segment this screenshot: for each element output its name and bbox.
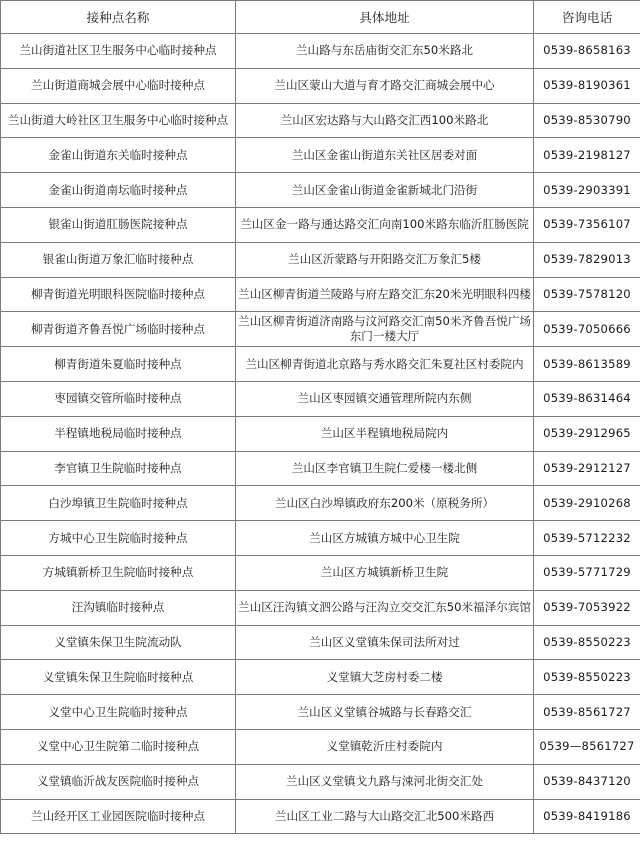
table-body [1, 34, 640, 834]
header-address: 具体地址 [236, 1, 534, 34]
site-name-cell: 义堂中心卫生院第二临时接种点 [1, 729, 236, 764]
site-name-cell: 银雀山街道万象汇临时接种点 [1, 242, 236, 277]
site-name-cell: 白沙埠镇卫生院临时接种点 [1, 486, 236, 521]
table-row [1, 660, 640, 695]
address-cell: 兰山区蒙山大道与育才路交汇商城会展中心 [236, 68, 534, 103]
phone-cell: 0539-7053922 [534, 590, 640, 625]
site-name-cell: 金雀山街道东关临时接种点 [1, 138, 236, 173]
table-row [1, 68, 640, 103]
phone-cell: 0539-7829013 [534, 242, 640, 277]
site-name-cell: 银雀山街道肛肠医院接种点 [1, 207, 236, 242]
phone-cell: 0539-8658163 [534, 34, 640, 69]
address-cell: 兰山区汪沟镇文泗公路与汪沟立交交汇东50米福泽尔宾馆 [236, 590, 534, 625]
table-row [1, 625, 640, 660]
address-cell: 兰山区金一路与通达路交汇向南100米路东临沂肛肠医院 [236, 207, 534, 242]
phone-cell: 0539-7578120 [534, 277, 640, 312]
address-cell: 兰山区工业二路与大山路交汇北500米路西 [236, 799, 534, 834]
table-row [1, 207, 640, 242]
site-name-cell: 方城中心卫生院临时接种点 [1, 521, 236, 556]
site-name-cell: 李官镇卫生院临时接种点 [1, 451, 236, 486]
table-row [1, 521, 640, 556]
table-row [1, 729, 640, 764]
site-name-cell: 柳青街道光明眼科医院临时接种点 [1, 277, 236, 312]
address-cell: 兰山区柳青街道北京路与秀水路交汇朱夏社区村委院内 [236, 347, 534, 382]
table-row [1, 486, 640, 521]
table-row [1, 590, 640, 625]
site-name-cell: 义堂镇临沂战友医院临时接种点 [1, 764, 236, 799]
table-row [1, 695, 640, 730]
table-row [1, 103, 640, 138]
phone-cell: 0539-8631464 [534, 381, 640, 416]
table-row [1, 312, 640, 347]
address-cell: 义堂镇乾沂庄村委院内 [236, 729, 534, 764]
table-row [1, 764, 640, 799]
site-name-cell: 兰山街道社区卫生服务中心临时接种点 [1, 34, 236, 69]
phone-cell: 0539-2910268 [534, 486, 640, 521]
site-name-cell: 义堂中心卫生院临时接种点 [1, 695, 236, 730]
address-cell: 兰山区白沙埠镇政府东200米（原税务所） [236, 486, 534, 521]
table-row [1, 799, 640, 834]
header-row [1, 1, 640, 34]
phone-cell: 0539-5712232 [534, 521, 640, 556]
address-cell: 兰山区宏达路与大山路交汇西100米路北 [236, 103, 534, 138]
site-name-cell: 半程镇地税局临时接种点 [1, 416, 236, 451]
address-cell: 兰山区方城镇方城中心卫生院 [236, 521, 534, 556]
address-cell: 兰山路与东岳庙街交汇东50米路北 [236, 34, 534, 69]
address-cell: 兰山区义堂镇谷城路与长春路交汇 [236, 695, 534, 730]
address-cell: 兰山区半程镇地税局院内 [236, 416, 534, 451]
table-row [1, 347, 640, 382]
phone-cell: 0539-2198127 [534, 138, 640, 173]
site-name-cell: 义堂镇朱保卫生院临时接种点 [1, 660, 236, 695]
phone-cell: 0539-7356107 [534, 207, 640, 242]
address-cell: 兰山区金雀山街道东关社区居委对面 [236, 138, 534, 173]
table-row [1, 277, 640, 312]
phone-cell: 0539-2912965 [534, 416, 640, 451]
site-name-cell: 兰山街道大岭社区卫生服务中心临时接种点 [1, 103, 236, 138]
phone-cell: 0539-8550223 [534, 660, 640, 695]
site-name-cell: 柳青街道朱夏临时接种点 [1, 347, 236, 382]
table-row [1, 34, 640, 69]
header-site-name: 接种点名称 [1, 1, 236, 34]
address-cell: 兰山区枣园镇交通管理所院内东侧 [236, 381, 534, 416]
phone-cell: 0539-2912127 [534, 451, 640, 486]
phone-cell: 0539-5771729 [534, 555, 640, 590]
phone-cell: 0539-8613589 [534, 347, 640, 382]
phone-cell: 0539—8561727 [534, 729, 640, 764]
phone-cell: 0539-7050666 [534, 312, 640, 347]
site-name-cell: 汪沟镇临时接种点 [1, 590, 236, 625]
address-cell: 兰山区义堂镇朱保司法所对过 [236, 625, 534, 660]
address-cell: 兰山区沂蒙路与开阳路交汇万象汇5楼 [236, 242, 534, 277]
phone-cell: 0539-8437120 [534, 764, 640, 799]
phone-cell: 0539-2903391 [534, 173, 640, 208]
address-cell: 兰山区方城镇新桥卫生院 [236, 555, 534, 590]
address-cell: 兰山区柳青街道兰陵路与府左路交汇东20米光明眼科四楼 [236, 277, 534, 312]
table-row [1, 138, 640, 173]
table-row [1, 416, 640, 451]
phone-cell: 0539-8550223 [534, 625, 640, 660]
site-name-cell: 义堂镇朱保卫生院流动队 [1, 625, 236, 660]
site-name-cell: 方城镇新桥卫生院临时接种点 [1, 555, 236, 590]
address-cell: 兰山区金雀山街道金雀新城北门沿街 [236, 173, 534, 208]
address-cell: 义堂镇大芝房村委二楼 [236, 660, 534, 695]
phone-cell: 0539-8419186 [534, 799, 640, 834]
phone-cell: 0539-8190361 [534, 68, 640, 103]
table-row [1, 381, 640, 416]
address-cell: 兰山区义堂镇戈九路与涑河北街交汇处 [236, 764, 534, 799]
site-name-cell: 柳青街道齐鲁吾悦广场临时接种点 [1, 312, 236, 347]
table-row [1, 555, 640, 590]
phone-cell: 0539-8561727 [534, 695, 640, 730]
site-name-cell: 枣园镇交管所临时接种点 [1, 381, 236, 416]
site-name-cell: 金雀山街道南坛临时接种点 [1, 173, 236, 208]
table-row [1, 173, 640, 208]
address-cell: 兰山区柳青街道济南路与汶河路交汇南50米齐鲁吾悦广场东门一楼大厅 [236, 312, 534, 347]
phone-cell: 0539-8530790 [534, 103, 640, 138]
header-phone: 咨询电话 [534, 1, 640, 34]
table-row [1, 242, 640, 277]
table-row [1, 451, 640, 486]
address-cell: 兰山区李官镇卫生院仁爱楼一楼北侧 [236, 451, 534, 486]
site-name-cell: 兰山经开区工业园医院临时接种点 [1, 799, 236, 834]
site-name-cell: 兰山街道商城会展中心临时接种点 [1, 68, 236, 103]
